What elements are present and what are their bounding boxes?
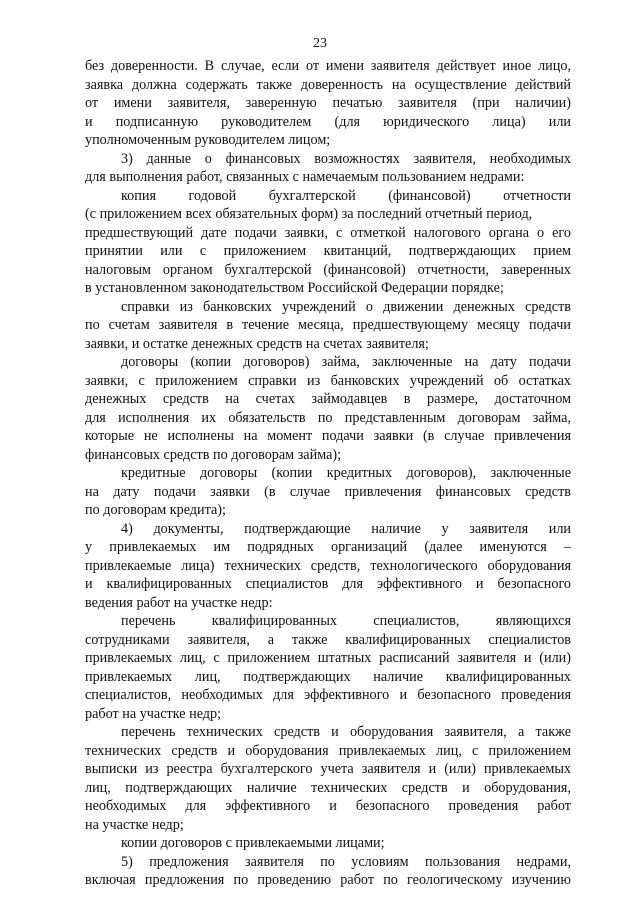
text-line: лиц, подтверждающих наличие технических средств и оборудования, xyxy=(85,779,571,796)
text-line: перечень технических средств и оборудования заявителя, а также xyxy=(121,724,571,740)
text-line: без доверенности. В случае, если от имени заявителя действует иное лицо, xyxy=(85,58,571,74)
text-line: принятии или с приложением квитанций, подтверждающих прием xyxy=(85,243,571,259)
text-line: специалистов, необходимых для эффективного и безопасного проведения xyxy=(85,687,571,703)
text-line: заявки, с приложением справки из банковских учреждений об остатках xyxy=(85,372,571,389)
text-line: и подписанную руководителем (для юридического лица) или xyxy=(85,113,571,130)
text-line: для исполнения их обязательств по представленным договорам займа, xyxy=(85,409,571,426)
text-line: копии договоров с привлекаемыми лицами; xyxy=(121,835,385,851)
text-line: справки из банковских учреждений о движении денежных средств xyxy=(121,298,571,315)
text-line: сотрудниками заявителя, а также квалифицированных специалистов xyxy=(85,631,571,648)
text-line: выписки из реестра бухгалтерского учета заявителя и (или) привлекаемых xyxy=(85,761,571,777)
text-line: и квалифицированных специалистов для эффективного и безопасного xyxy=(85,576,571,592)
text-line: договоры (копии договоров) займа, заключенные на дату подачи xyxy=(121,354,571,370)
text-line: включая предложения по проведению работ по геологическому изучению xyxy=(85,872,571,888)
text-line: которые не исполнены на момент подачи заявки (в случае привлечения xyxy=(85,428,571,444)
text-line: финансовых средств по договорам займа); xyxy=(85,446,342,463)
text-line: необходимых для эффективного и безопасного проведения работ xyxy=(85,798,571,814)
text-line: (с приложением всех обязательных форм) за последний отчетный период, xyxy=(85,206,533,222)
text-line: ведения работ на участке недр: xyxy=(85,594,273,611)
text-line: перечень квалифицированных специалистов, являющихся xyxy=(121,613,571,629)
body-text xyxy=(85,57,571,890)
text-line: уполномоченным руководителем лицом; xyxy=(85,132,331,148)
text-line: в установленном законодательством Российской Федерации порядке; xyxy=(85,280,504,296)
text-line: технических средств и оборудования привлекаемых лиц, с приложением xyxy=(85,742,571,759)
page-number: 23 xyxy=(313,36,327,51)
text-line: заявки, и остатке денежных средств на счетах заявителя; xyxy=(85,335,429,352)
text-line: налоговым органом бухгалтерской (финансовой) отчетности, заверенных xyxy=(85,261,571,278)
text-line: по договорам кредита); xyxy=(85,502,226,518)
text-line: привлекаемых лиц, подтверждающих наличие квалифицированных xyxy=(85,668,571,685)
text-line: у привлекаемых им подрядных организаций (далее именуются – xyxy=(85,539,571,555)
text-line: копия годовой бухгалтерской (финансовой) отчетности xyxy=(121,187,571,204)
text-line: 3) данные о финансовых возможностях заявителя, необходимых xyxy=(121,150,571,167)
text-line: от имени заявителя, заверенную печатью заявителя (при наличии) xyxy=(85,95,571,111)
text-line: денежных средств на счетах займодавцев в размере, достаточном xyxy=(85,391,571,407)
text-line: 4) документы, подтверждающие наличие у заявителя или xyxy=(121,520,571,537)
text-line: привлекаемые лица) технических средств, технологического оборудования xyxy=(85,557,571,574)
text-line: на дату подачи заявки (в случае привлечения финансовых средств xyxy=(85,483,571,500)
text-line: 5) предложения заявителя по условиям пользования недрами, xyxy=(121,853,571,870)
text-line: работ на участке недр; xyxy=(85,705,222,722)
text-line: кредитные договоры (копии кредитных договоров), заключенные xyxy=(121,465,571,481)
text-line: по счетам заявителя в течение месяца, предшествующему месяцу подачи xyxy=(85,317,571,333)
text-line: на участке недр; xyxy=(85,816,184,833)
text-line: для выполнения работ, связанных с намечаемым пользованием недрами: xyxy=(85,169,525,185)
text-line: привлекаемых лиц, с приложением штатных расписаний заявителя и (или) xyxy=(85,650,571,666)
text-line: предшествующий дате подачи заявки, с отметкой налогового органа о его xyxy=(85,224,571,241)
text-line: заявка должна содержать также доверенность на осуществление действий xyxy=(85,76,571,93)
